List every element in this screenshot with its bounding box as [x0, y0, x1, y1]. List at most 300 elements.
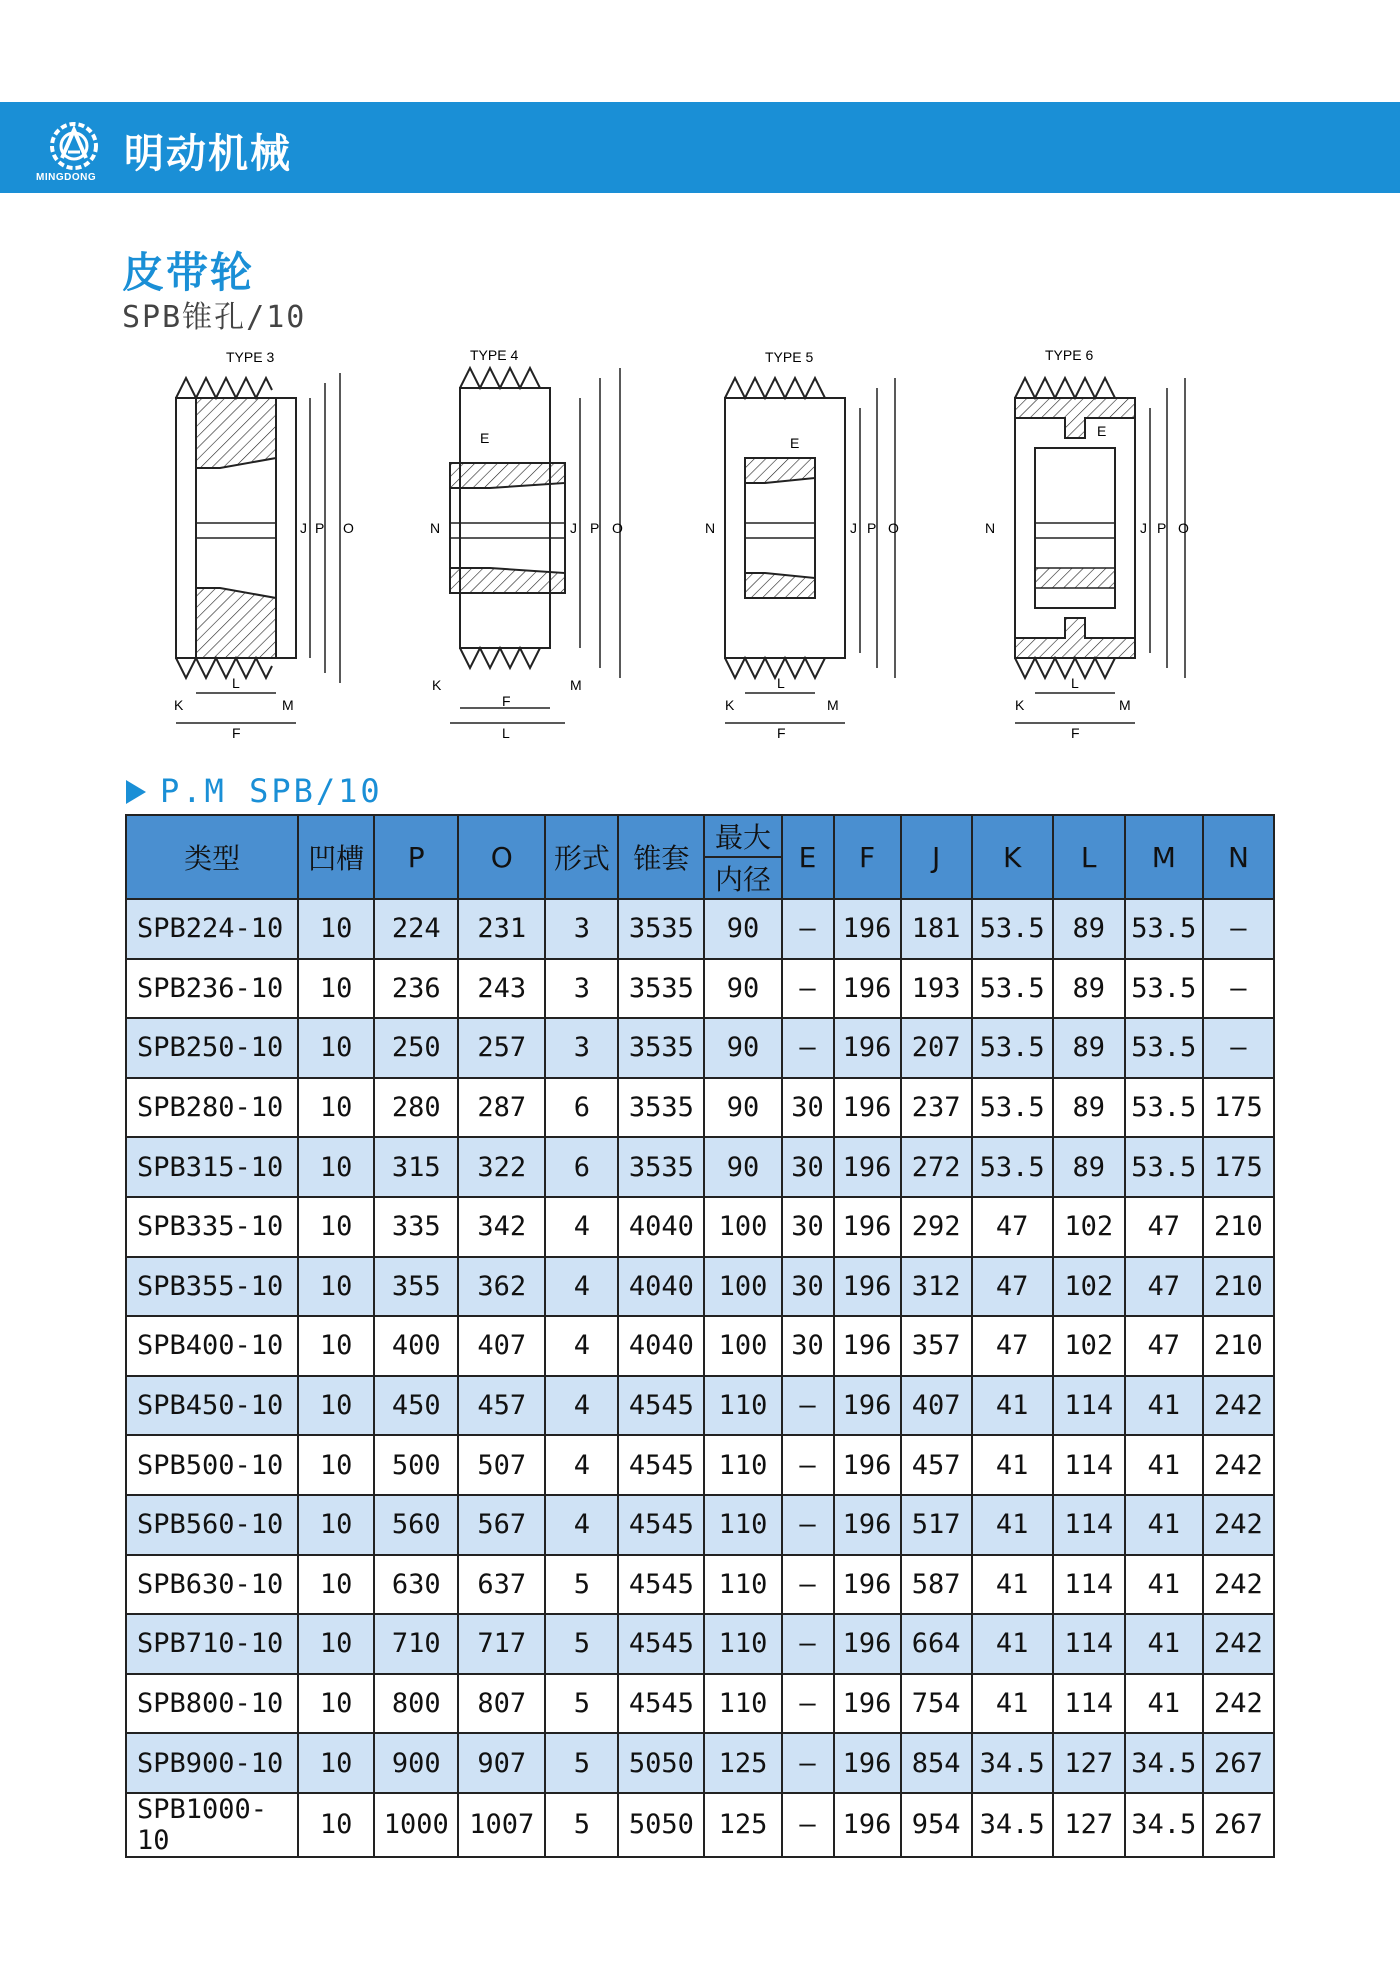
cell-maxbore: 90 [704, 1018, 781, 1078]
cell-e: 30 [782, 1316, 834, 1376]
cell-k: 47 [972, 1316, 1053, 1376]
cell-l: 114 [1053, 1435, 1125, 1495]
cell-groove: 10 [298, 1555, 374, 1615]
cell-p: 630 [374, 1555, 458, 1615]
cell-o: 257 [458, 1018, 545, 1078]
cell-o: 287 [458, 1078, 545, 1138]
cell-o: 1007 [458, 1793, 545, 1857]
table-row [126, 1316, 1274, 1376]
cell-e: — [782, 959, 834, 1019]
cell-j: 312 [901, 1257, 972, 1317]
cell-e: — [782, 1674, 834, 1734]
cell-m: 34.5 [1125, 1793, 1203, 1857]
cell-f: 196 [834, 1197, 901, 1257]
cell-e: 30 [782, 1137, 834, 1197]
cell-l: 89 [1053, 1137, 1125, 1197]
cell-groove: 10 [298, 1435, 374, 1495]
cell-f: 196 [834, 899, 901, 959]
cell-form: 4 [545, 1316, 618, 1376]
type5-dim-o: O [888, 520, 899, 536]
page-subtitle: SPB锥孔/10 [122, 300, 307, 335]
cell-o: 907 [458, 1733, 545, 1793]
cell-m: 41 [1125, 1555, 1203, 1615]
cell-n: 175 [1203, 1137, 1274, 1197]
cell-f: 196 [834, 1078, 901, 1138]
col-type: 类型 [126, 815, 298, 899]
cell-o: 457 [458, 1376, 545, 1436]
table-row [126, 1018, 1274, 1078]
cell-groove: 10 [298, 1376, 374, 1436]
cell-o: 407 [458, 1316, 545, 1376]
type4-dim-p: P [590, 520, 600, 536]
cell-bush: 3535 [618, 1137, 704, 1197]
cell-form: 5 [545, 1555, 618, 1615]
cell-bush: 4545 [618, 1674, 704, 1734]
cell-groove: 10 [298, 1793, 374, 1857]
table-row [126, 1376, 1274, 1436]
cell-groove: 10 [298, 1197, 374, 1257]
cell-j: 754 [901, 1674, 972, 1734]
type5-dim-k: K [725, 697, 735, 713]
table-row [126, 1733, 1274, 1793]
cell-m: 41 [1125, 1435, 1203, 1495]
cell-f: 196 [834, 1733, 901, 1793]
cell-m: 41 [1125, 1674, 1203, 1734]
cell-bush: 3535 [618, 1018, 704, 1078]
cell-k: 53.5 [972, 1018, 1053, 1078]
cell-f: 196 [834, 1555, 901, 1615]
type4-dim-j: J [570, 520, 577, 536]
cell-maxbore: 110 [704, 1376, 781, 1436]
type3-dim-f: F [232, 725, 241, 741]
cell-l: 89 [1053, 959, 1125, 1019]
cell-l: 89 [1053, 1078, 1125, 1138]
section-heading [126, 772, 383, 810]
cell-p: 710 [374, 1614, 458, 1674]
cell-groove: 10 [298, 1495, 374, 1555]
cell-form: 3 [545, 1018, 618, 1078]
cell-m: 47 [1125, 1197, 1203, 1257]
cell-p: 800 [374, 1674, 458, 1734]
diagram-type6 [985, 347, 1189, 741]
cell-type: SPB400-10 [126, 1316, 298, 1376]
col-maxbore-top: 最大 [704, 815, 781, 857]
cell-j: 854 [901, 1733, 972, 1793]
col-k: K [972, 815, 1053, 899]
cell-maxbore: 110 [704, 1495, 781, 1555]
cell-m: 41 [1125, 1376, 1203, 1436]
cell-e: — [782, 1435, 834, 1495]
cell-p: 900 [374, 1733, 458, 1793]
type4-dim-o: O [612, 520, 623, 536]
type4-dim-m: M [570, 677, 582, 693]
type4-dim-e: E [480, 430, 490, 446]
cell-j: 457 [901, 1435, 972, 1495]
cell-n: — [1203, 899, 1274, 959]
cell-n: 175 [1203, 1078, 1274, 1138]
cell-type: SPB280-10 [126, 1078, 298, 1138]
cell-maxbore: 110 [704, 1435, 781, 1495]
type3-dim-j: J [300, 520, 307, 536]
cell-bush: 5050 [618, 1733, 704, 1793]
cell-m: 47 [1125, 1257, 1203, 1317]
cell-l: 102 [1053, 1316, 1125, 1376]
cell-e: — [782, 1733, 834, 1793]
col-f: F [834, 815, 901, 899]
cell-l: 102 [1053, 1197, 1125, 1257]
cell-n: 210 [1203, 1197, 1274, 1257]
cell-k: 41 [972, 1435, 1053, 1495]
cell-n: 242 [1203, 1674, 1274, 1734]
cell-j: 407 [901, 1376, 972, 1436]
cell-j: 954 [901, 1793, 972, 1857]
cell-bush: 4040 [618, 1197, 704, 1257]
cell-form: 5 [545, 1614, 618, 1674]
cell-bush: 4545 [618, 1495, 704, 1555]
cell-form: 5 [545, 1793, 618, 1857]
cell-maxbore: 100 [704, 1316, 781, 1376]
cell-f: 196 [834, 1137, 901, 1197]
cell-o: 637 [458, 1555, 545, 1615]
cell-groove: 10 [298, 1137, 374, 1197]
cell-j: 181 [901, 899, 972, 959]
table-row [126, 1197, 1274, 1257]
cell-f: 196 [834, 1793, 901, 1857]
cell-k: 34.5 [972, 1793, 1053, 1857]
cell-p: 1000 [374, 1793, 458, 1857]
type3-dim-l: L [232, 675, 240, 691]
type5-dim-f: F [777, 725, 786, 741]
cell-type: SPB236-10 [126, 959, 298, 1019]
diagram-type3 [174, 349, 354, 741]
cell-o: 717 [458, 1614, 545, 1674]
cell-k: 53.5 [972, 1078, 1053, 1138]
cell-type: SPB900-10 [126, 1733, 298, 1793]
type5-dim-n: N [705, 520, 716, 536]
cell-k: 34.5 [972, 1733, 1053, 1793]
type5-label: TYPE 5 [765, 349, 814, 365]
cell-m: 41 [1125, 1614, 1203, 1674]
type6-dim-n: N [985, 520, 996, 536]
col-n: N [1203, 815, 1274, 899]
cell-e: — [782, 1793, 834, 1857]
cell-e: — [782, 1555, 834, 1615]
type6-dim-k: K [1015, 697, 1025, 713]
cell-maxbore: 110 [704, 1614, 781, 1674]
col-bush: 锥套 [618, 815, 704, 899]
cell-groove: 10 [298, 1674, 374, 1734]
cell-form: 6 [545, 1078, 618, 1138]
type5-dim-e: E [790, 435, 800, 451]
cell-o: 507 [458, 1435, 545, 1495]
cell-k: 47 [972, 1197, 1053, 1257]
cell-j: 357 [901, 1316, 972, 1376]
cell-bush: 4040 [618, 1257, 704, 1317]
cell-bush: 3535 [618, 1078, 704, 1138]
col-maxbore-bottom: 内径 [704, 857, 781, 899]
cell-f: 196 [834, 1316, 901, 1376]
cell-p: 450 [374, 1376, 458, 1436]
cell-o: 231 [458, 899, 545, 959]
cell-p: 500 [374, 1435, 458, 1495]
col-l: L [1053, 815, 1125, 899]
cell-maxbore: 110 [704, 1674, 781, 1734]
cell-k: 47 [972, 1257, 1053, 1317]
cell-n: 242 [1203, 1555, 1274, 1615]
col-p: P [374, 815, 458, 899]
type3-dim-p: P [315, 520, 325, 536]
cell-m: 53.5 [1125, 1078, 1203, 1138]
cell-f: 196 [834, 1435, 901, 1495]
cell-l: 114 [1053, 1555, 1125, 1615]
cell-groove: 10 [298, 1257, 374, 1317]
cell-f: 196 [834, 959, 901, 1019]
cell-e: 30 [782, 1197, 834, 1257]
cell-groove: 10 [298, 1316, 374, 1376]
cell-o: 567 [458, 1495, 545, 1555]
cell-l: 127 [1053, 1793, 1125, 1857]
cell-bush: 4545 [618, 1614, 704, 1674]
cell-bush: 3535 [618, 959, 704, 1019]
page-title: 皮带轮 [122, 248, 255, 297]
cell-m: 53.5 [1125, 959, 1203, 1019]
cell-form: 5 [545, 1733, 618, 1793]
type6-dim-l: L [1071, 675, 1079, 691]
cell-maxbore: 90 [704, 899, 781, 959]
type6-dim-e: E [1097, 423, 1107, 439]
cell-k: 41 [972, 1614, 1053, 1674]
cell-n: — [1203, 1018, 1274, 1078]
type5-dim-m: M [827, 697, 839, 713]
cell-n: 242 [1203, 1495, 1274, 1555]
cell-n: — [1203, 959, 1274, 1019]
cell-form: 6 [545, 1137, 618, 1197]
cell-maxbore: 90 [704, 1137, 781, 1197]
brand-name: 明动机械 [124, 131, 292, 177]
cell-l: 114 [1053, 1614, 1125, 1674]
cell-j: 664 [901, 1614, 972, 1674]
cell-j: 237 [901, 1078, 972, 1138]
cell-form: 3 [545, 959, 618, 1019]
cell-e: — [782, 1614, 834, 1674]
type5-dim-l: L [777, 675, 785, 691]
col-form: 形式 [545, 815, 618, 899]
cell-groove: 10 [298, 1733, 374, 1793]
table-row [126, 1674, 1274, 1734]
cell-k: 53.5 [972, 899, 1053, 959]
table-row [126, 1137, 1274, 1197]
cell-f: 196 [834, 1376, 901, 1436]
col-o: O [458, 815, 545, 899]
table-row [126, 899, 1274, 959]
cell-type: SPB500-10 [126, 1435, 298, 1495]
cell-m: 53.5 [1125, 899, 1203, 959]
cell-l: 89 [1053, 1018, 1125, 1078]
cell-j: 272 [901, 1137, 972, 1197]
table-body [126, 899, 1274, 1857]
table-row [126, 1078, 1274, 1138]
cell-p: 560 [374, 1495, 458, 1555]
cell-type: SPB224-10 [126, 899, 298, 959]
cell-j: 517 [901, 1495, 972, 1555]
cell-o: 362 [458, 1257, 545, 1317]
table-row [126, 1793, 1274, 1857]
cell-l: 102 [1053, 1257, 1125, 1317]
brand-english: MINGDONG [36, 172, 97, 183]
type4-dim-l: L [502, 725, 510, 741]
col-groove: 凹槽 [298, 815, 374, 899]
type3-dim-m: M [282, 697, 294, 713]
cell-l: 114 [1053, 1376, 1125, 1436]
table-row [126, 1257, 1274, 1317]
cell-maxbore: 90 [704, 959, 781, 1019]
cell-form: 4 [545, 1495, 618, 1555]
cell-maxbore: 100 [704, 1197, 781, 1257]
cell-o: 807 [458, 1674, 545, 1734]
cell-n: 267 [1203, 1733, 1274, 1793]
table-row [126, 1555, 1274, 1615]
type5-dim-p: P [867, 520, 877, 536]
cell-type: SPB315-10 [126, 1137, 298, 1197]
cell-form: 4 [545, 1435, 618, 1495]
cell-f: 196 [834, 1018, 901, 1078]
cell-j: 292 [901, 1197, 972, 1257]
cell-n: 242 [1203, 1614, 1274, 1674]
cell-type: SPB800-10 [126, 1674, 298, 1734]
table-row [126, 1495, 1274, 1555]
cell-p: 280 [374, 1078, 458, 1138]
cell-p: 236 [374, 959, 458, 1019]
cell-p: 335 [374, 1197, 458, 1257]
type6-dim-f: F [1071, 725, 1080, 741]
cell-e: 30 [782, 1078, 834, 1138]
cell-bush: 5050 [618, 1793, 704, 1857]
type6-dim-m: M [1119, 697, 1131, 713]
cell-form: 4 [545, 1197, 618, 1257]
cell-k: 53.5 [972, 1137, 1053, 1197]
cell-f: 196 [834, 1495, 901, 1555]
cell-j: 207 [901, 1018, 972, 1078]
type6-dim-j: J [1140, 520, 1147, 536]
cell-e: — [782, 1018, 834, 1078]
cell-l: 114 [1053, 1495, 1125, 1555]
cell-k: 53.5 [972, 959, 1053, 1019]
cell-n: 242 [1203, 1376, 1274, 1436]
cell-l: 114 [1053, 1674, 1125, 1734]
cell-f: 196 [834, 1257, 901, 1317]
table-header-row [126, 815, 1274, 857]
type4-dim-k: K [432, 677, 442, 693]
cell-bush: 4040 [618, 1316, 704, 1376]
cell-k: 41 [972, 1495, 1053, 1555]
type3-dim-k: K [174, 697, 184, 713]
cell-maxbore: 90 [704, 1078, 781, 1138]
col-j: J [901, 815, 972, 899]
cell-maxbore: 125 [704, 1793, 781, 1857]
section-label: P.M SPB/10 [160, 772, 383, 810]
cell-p: 315 [374, 1137, 458, 1197]
cell-f: 196 [834, 1674, 901, 1734]
cell-k: 41 [972, 1555, 1053, 1615]
cell-type: SPB560-10 [126, 1495, 298, 1555]
cell-bush: 4545 [618, 1555, 704, 1615]
cell-type: SPB250-10 [126, 1018, 298, 1078]
cell-form: 3 [545, 899, 618, 959]
cell-m: 47 [1125, 1316, 1203, 1376]
cell-l: 89 [1053, 899, 1125, 959]
cell-bush: 3535 [618, 899, 704, 959]
cell-e: — [782, 899, 834, 959]
type5-dim-j: J [850, 520, 857, 536]
cell-maxbore: 125 [704, 1733, 781, 1793]
diagram-type4 [430, 347, 623, 741]
cell-groove: 10 [298, 899, 374, 959]
cell-bush: 4545 [618, 1376, 704, 1436]
cell-o: 322 [458, 1137, 545, 1197]
cell-type: SPB335-10 [126, 1197, 298, 1257]
cell-p: 250 [374, 1018, 458, 1078]
table-row [126, 959, 1274, 1019]
cell-groove: 10 [298, 959, 374, 1019]
type6-dim-p: P [1157, 520, 1167, 536]
cell-e: — [782, 1376, 834, 1436]
cell-bush: 4545 [618, 1435, 704, 1495]
type3-dim-o: O [343, 520, 354, 536]
cell-m: 53.5 [1125, 1018, 1203, 1078]
type4-label: TYPE 4 [470, 347, 519, 363]
cell-o: 342 [458, 1197, 545, 1257]
cell-n: 210 [1203, 1257, 1274, 1317]
type4-dim-n: N [430, 520, 441, 536]
cell-p: 355 [374, 1257, 458, 1317]
cell-groove: 10 [298, 1078, 374, 1138]
table-row [126, 1614, 1274, 1674]
cell-k: 41 [972, 1674, 1053, 1734]
cell-groove: 10 [298, 1018, 374, 1078]
spec-table [125, 814, 1275, 1858]
cell-type: SPB450-10 [126, 1376, 298, 1436]
col-e: E [782, 815, 834, 899]
cell-j: 193 [901, 959, 972, 1019]
cell-form: 4 [545, 1257, 618, 1317]
cell-o: 243 [458, 959, 545, 1019]
table-row [126, 1435, 1274, 1495]
cell-m: 41 [1125, 1495, 1203, 1555]
triangle-bullet-icon [126, 780, 146, 804]
col-m: M [1125, 815, 1203, 899]
cell-type: SPB630-10 [126, 1555, 298, 1615]
cell-k: 41 [972, 1376, 1053, 1436]
cell-j: 587 [901, 1555, 972, 1615]
cell-n: 210 [1203, 1316, 1274, 1376]
cell-l: 127 [1053, 1733, 1125, 1793]
type6-dim-o: O [1178, 520, 1189, 536]
diagram-type5 [705, 349, 899, 741]
type3-label: TYPE 3 [226, 349, 275, 365]
cell-maxbore: 100 [704, 1257, 781, 1317]
cell-form: 5 [545, 1674, 618, 1734]
cell-m: 53.5 [1125, 1137, 1203, 1197]
cell-n: 242 [1203, 1435, 1274, 1495]
cell-n: 267 [1203, 1793, 1274, 1857]
cell-m: 34.5 [1125, 1733, 1203, 1793]
cell-f: 196 [834, 1614, 901, 1674]
cell-type: SPB1000-10 [126, 1793, 298, 1857]
cell-maxbore: 110 [704, 1555, 781, 1615]
cell-p: 224 [374, 899, 458, 959]
cell-e: 30 [782, 1257, 834, 1317]
cell-type: SPB355-10 [126, 1257, 298, 1317]
